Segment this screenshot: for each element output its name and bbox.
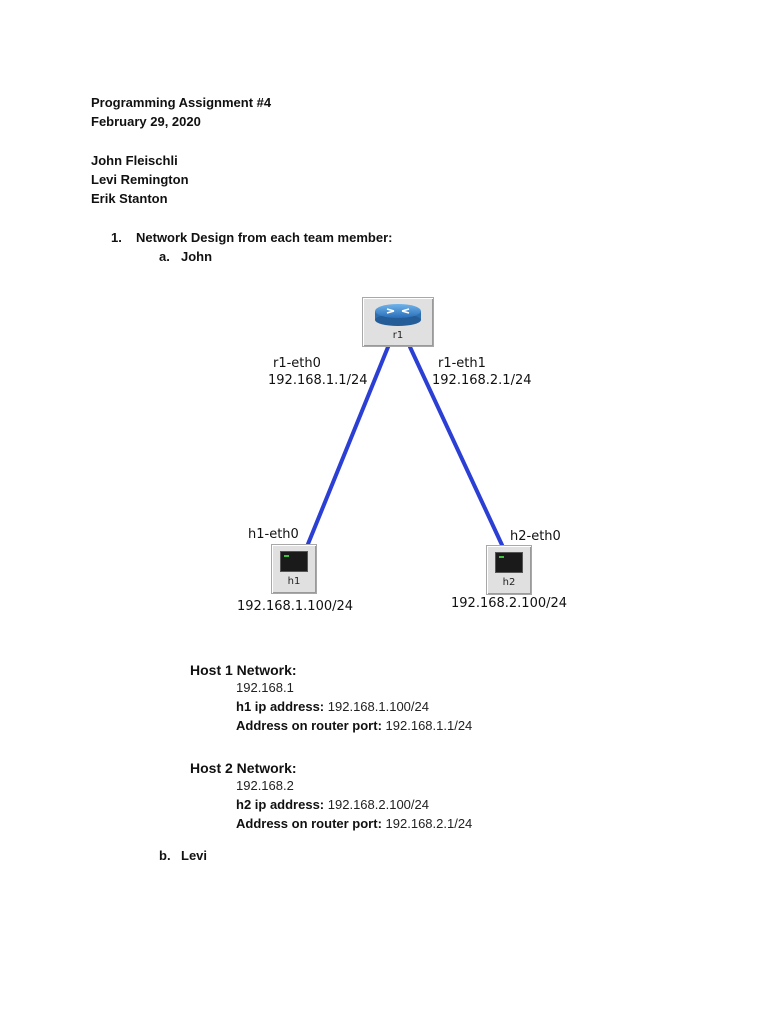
- assignment-date: February 29, 2020: [91, 114, 201, 129]
- host-ip-line: [236, 795, 472, 814]
- host-ip-label: h2 ip address:: [236, 797, 325, 812]
- item-letter: a.: [159, 249, 170, 264]
- item-name: Levi: [181, 848, 208, 863]
- section-number: 1.: [111, 230, 122, 245]
- router-r1[interactable]: [362, 297, 434, 347]
- host-label: h2: [502, 577, 516, 588]
- item-letter: b.: [159, 848, 171, 863]
- section-heading: Network Design from each team member:: [136, 230, 393, 245]
- terminal-icon: [280, 551, 308, 572]
- assignment-title: Programming Assignment #4: [91, 95, 272, 110]
- host-h2[interactable]: [486, 545, 532, 595]
- item-name: John: [181, 249, 213, 264]
- network-address: 192.168.1: [236, 680, 294, 695]
- router-port-line: [236, 716, 472, 735]
- network-title: Host 2 Network:: [190, 760, 297, 776]
- host-ip-value: 192.168.1.100/24: [327, 699, 429, 714]
- host-ip-label: h1 ip address:: [236, 699, 325, 714]
- r1-eth1-ip: 192.168.2.1/24: [432, 373, 532, 388]
- host1-network-block: [190, 662, 472, 735]
- r1-eth0-ip: 192.168.1.1/24: [268, 373, 368, 388]
- host-h1[interactable]: [271, 544, 317, 594]
- team-member: John Fleischli: [91, 153, 178, 168]
- router-icon: [373, 301, 423, 327]
- network-address: 192.168.2: [236, 778, 294, 793]
- team-member: Levi Remington: [91, 172, 189, 187]
- h1-ip-label: 192.168.1.100/24: [237, 599, 354, 614]
- r1-eth0-label: r1-eth0: [273, 356, 321, 371]
- team-member: Erik Stanton: [91, 191, 168, 206]
- router-port-label: Address on router port:: [236, 718, 382, 733]
- host-ip-value: 192.168.2.100/24: [327, 797, 429, 812]
- router-port-value: 192.168.1.1/24: [385, 718, 473, 733]
- router-port-line: [236, 814, 472, 833]
- host-label: h1: [287, 576, 301, 587]
- r1-eth1-label: r1-eth1: [438, 356, 486, 371]
- h2-ip-label: 192.168.2.100/24: [451, 596, 568, 611]
- terminal-icon: [495, 552, 523, 573]
- host-ip-line: [236, 697, 472, 716]
- h2-eth0-label: h2-eth0: [510, 529, 561, 544]
- host2-network-block: [190, 760, 472, 833]
- network-title: Host 1 Network:: [190, 662, 297, 678]
- router-port-value: 192.168.2.1/24: [385, 816, 473, 831]
- router-port-label: Address on router port:: [236, 816, 382, 831]
- h1-eth0-label: h1-eth0: [248, 527, 299, 542]
- router-label: r1: [392, 330, 404, 341]
